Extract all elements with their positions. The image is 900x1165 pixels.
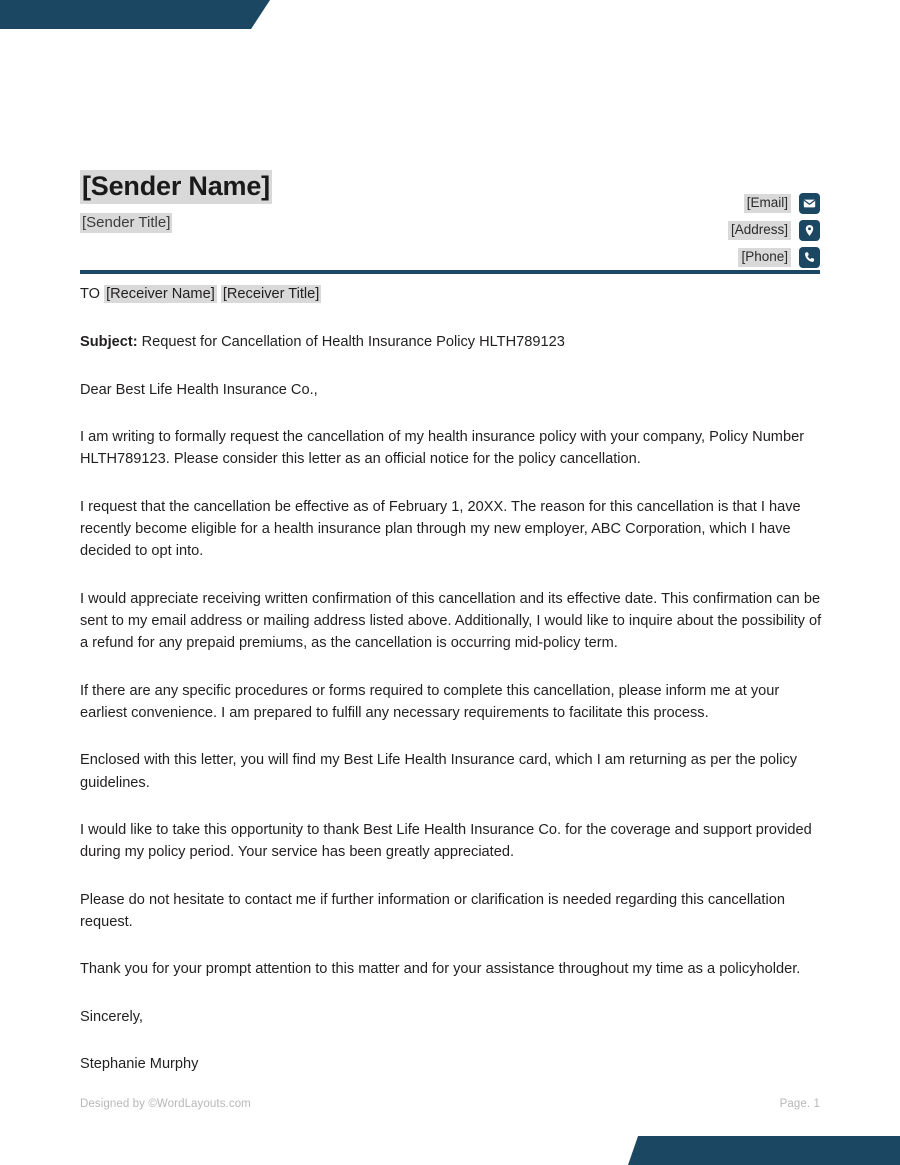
receiver-name-placeholder[interactable]: [Receiver Name] xyxy=(106,286,215,302)
footer-credit[interactable]: Designed by ©WordLayouts.com xyxy=(80,1098,251,1110)
bottom-right-corner-banner xyxy=(628,1136,900,1165)
sender-name-placeholder[interactable]: [Sender Name] xyxy=(80,170,272,204)
body-paragraph-5: Enclosed with this letter, you will find my Best Life Health Insurance card, which I am returning as per the policy guidelines. xyxy=(80,752,798,791)
subject-text: Request for Cancellation of Health Insurance Policy HLTH789123 xyxy=(141,334,565,351)
body-paragraph-3: I would appreciate receiving written confirmation of this cancellation and its effective date. This confirmation can be sent to my email address or mailing address listed above. Additionally, I would like to inquire about the possibility of a refund for any prepaid premiums, as the cancellation is occurring mid-policy term. xyxy=(80,590,822,652)
sender-title-line xyxy=(80,213,272,233)
letter-body xyxy=(80,283,822,1075)
subject-label: Subject: xyxy=(80,334,138,351)
phone-placeholder[interactable]: [Phone] xyxy=(738,248,791,267)
recipient-line xyxy=(80,283,822,305)
signature-name: Stephanie Murphy xyxy=(80,1055,199,1072)
body-paragraph-7: Please do not hesitate to contact me if further information or clarification is needed regarding this cancellation request. xyxy=(80,891,785,930)
sender-block xyxy=(80,168,272,233)
body-paragraph-6: I would like to take this opportunity to thank Best Life Health Insurance Co. for the coverage and support provided during my policy period. Your service has been greatly appreciated. xyxy=(80,821,812,861)
contact-row-address xyxy=(728,220,820,241)
address-placeholder[interactable]: [Address] xyxy=(728,221,791,240)
salutation: Dear Best Life Health Insurance Co., xyxy=(80,381,318,398)
contact-block xyxy=(728,168,820,268)
receiver-title-placeholder[interactable]: [Receiver Title] xyxy=(222,286,320,302)
sender-title-placeholder[interactable]: [Sender Title] xyxy=(82,213,171,231)
email-placeholder[interactable]: [Email] xyxy=(744,194,791,213)
body-paragraph-8: Thank you for your prompt attention to this matter and for your assistance throughout my time as a policyholder. xyxy=(80,961,801,978)
top-left-corner-banner xyxy=(0,0,270,29)
sender-name-line xyxy=(80,170,272,204)
subject-line xyxy=(80,331,822,353)
envelope-icon xyxy=(799,193,820,214)
footer-page-number: Page. 1 xyxy=(779,1098,820,1110)
header-divider-rule xyxy=(80,270,820,274)
to-label: TO xyxy=(80,286,101,302)
body-paragraph-4: If there are any specific procedures or forms required to complete this cancellation, please inform me at your earliest convenience. I am prepared to fulfill any necessary requirements to facilitate this process. xyxy=(80,682,780,721)
page-footer xyxy=(80,1098,820,1110)
body-paragraph-1: I am writing to formally request the cancellation of my health insurance policy with your company, Policy Number HLTH789123. Please consider this letter as an official notice for the policy cancellation. xyxy=(80,428,805,468)
contact-row-email xyxy=(744,193,820,214)
closing-line: Sincerely, xyxy=(80,1008,143,1025)
map-pin-icon xyxy=(799,220,820,241)
letterhead xyxy=(80,168,820,268)
contact-row-phone xyxy=(738,247,820,268)
phone-icon xyxy=(799,247,820,268)
body-paragraph-2: I request that the cancellation be effective as of February 1, 20XX. The reason for this cancellation is that I have recently become eligible for a health insurance plan through my new employer, ABC Corporation, which I have decided to opt into. xyxy=(80,498,801,560)
